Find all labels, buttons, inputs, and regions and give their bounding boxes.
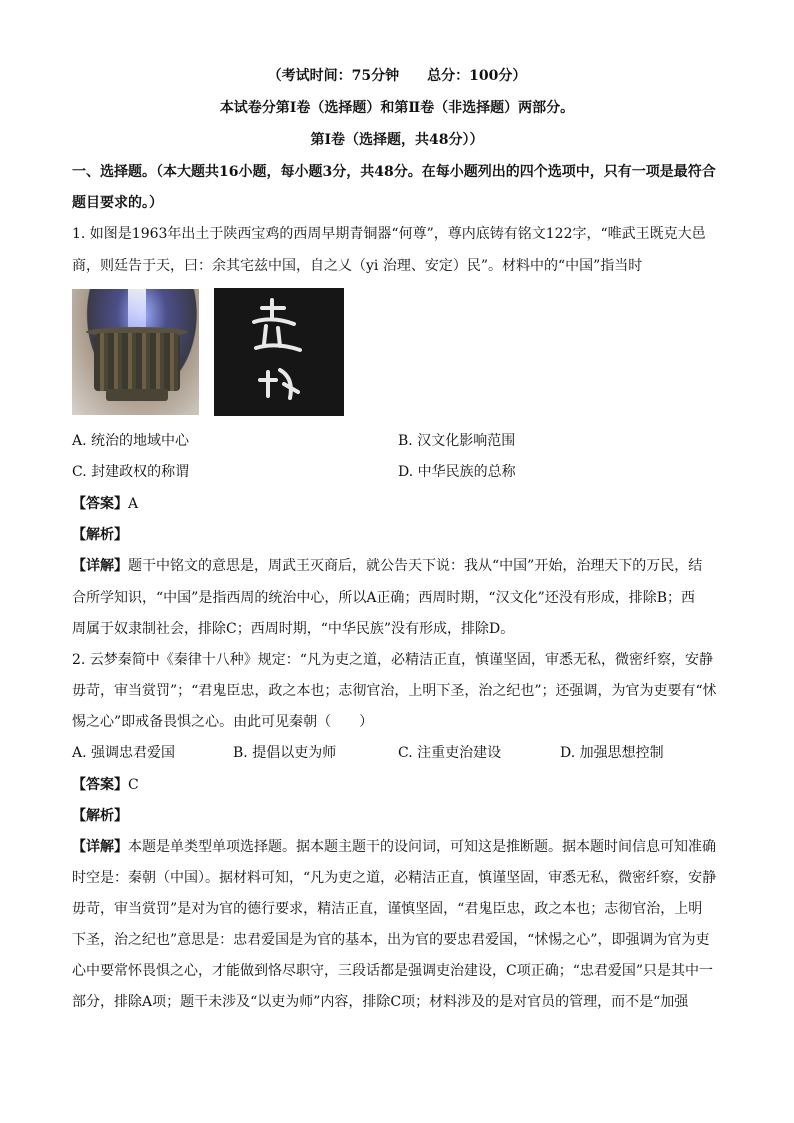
q2-answer-tag: 【答案】: [72, 777, 128, 793]
q1-option-b[interactable]: B. 汉文化影响范围: [398, 433, 516, 449]
part1-title: 第Ⅰ卷（选择题，共48分））: [310, 132, 484, 148]
q1-answer-tag: 【答案】: [72, 496, 128, 512]
q2-option-b[interactable]: B. 提倡以吏为师: [233, 745, 337, 761]
q1-analysis-label: 【解析】: [72, 527, 128, 543]
q2-detail-line5: 心中要常怀畏惧之心，才能做到恪尽职守，三段话都是强调吏治建设，C项正确；“忠君爱国”只是其中一: [72, 963, 714, 979]
q2-detail-line3: 毋苛，审当赏罚”是对为官的德行要求，精洁正直，谨慎坚固，“君鬼臣忠，政之本也；志彻官治，上明: [72, 901, 703, 917]
q1-answer-value: A: [128, 496, 139, 512]
section1-instruction-line2: 题目要求的。）: [72, 195, 163, 211]
q1-answer: [72, 494, 138, 514]
q1-detail-text1: 题干中铭文的意思是，周武王灭商后，就公告天下说：我从“中国”开始，治理天下的万民，结: [128, 558, 703, 574]
q2-detail-line6: 部分，排除A项；题干未涉及“以吏为师”内容，排除C项；材料涉及的是对官员的管理，而不是“加强: [72, 994, 689, 1010]
q2-detail-text1: 本题是单类型单项选择题。据本题主题干的设问词，可知这是推断题。据本题时间信息可知准确: [128, 839, 716, 855]
q2-analysis-tag: [72, 806, 128, 826]
q2-detail-line1: [72, 837, 716, 857]
q2-answer-value: C: [128, 777, 139, 793]
q1-option-d[interactable]: D. 中华民族的总称: [398, 464, 516, 480]
q1-stem-line2: 商，则廷告于天，曰：余其宅兹中国，自之乂（yi 治理、安定）民”。材料中的“中国”指当时: [72, 258, 643, 274]
q2-option-d[interactable]: D. 加强思想控制: [560, 745, 664, 761]
q2-option-a[interactable]: A. 强调忠君爱国: [72, 745, 176, 761]
q2-stem-line2: 毋苛，审当赏罚”；“君鬼臣忠，政之本也；志彻官治，上明下圣，治之纪也”；还强调，为官为吏要有“怵: [72, 683, 717, 699]
q2-analysis-label: 【解析】: [72, 808, 128, 824]
q2-stem-line3: 惕之心”即戒备畏惧之心。由此可见秦朝（ ）: [72, 714, 374, 730]
q2-answer: [72, 775, 139, 795]
q1-detail-line1: [72, 556, 702, 576]
exam-structure-line: 本试卷分第Ⅰ卷（选择题）和第Ⅱ卷（非选择题）两部分。: [219, 100, 575, 116]
section1-instruction-line1: 一、选择题。（本大题共16小题，每小题3分，共48分。在每小题列出的四个选项中，只有一项是最符合: [72, 164, 716, 180]
q1-analysis-tag: [72, 525, 128, 545]
inscription-photo: [214, 288, 344, 416]
q1-detail-line3: 周属于奴隶制社会，排除C；西周时期，“中华民族”没有形成，排除D。: [72, 621, 515, 637]
q1-option-c[interactable]: C. 封建政权的称谓: [72, 464, 190, 480]
q1-option-a[interactable]: A. 统治的地域中心: [72, 433, 190, 449]
q2-detail-line4: 下圣，治之纪也”意思是：忠君爱国是为官的基本，出为官的要忠君爱国，“怵惕之心”，即强调为官为吏: [72, 932, 710, 948]
q2-detail-tag: 【详解】: [72, 839, 128, 855]
q1-stem-line1: 1. 如图是1963年出土于陕西宝鸡的西周早期青铜器“何尊”，尊内底铸有铭文122字，“唯武王既克大邑: [72, 226, 706, 242]
q2-option-c[interactable]: C. 注重吏治建设: [398, 745, 502, 761]
q2-detail-line2: 时空是：秦朝（中国）。据材料可知，“凡为吏之道，必精洁正直，慎谨坚固，审悉无私，微密纤察，安静: [72, 870, 717, 886]
q1-detail-tag: 【详解】: [72, 558, 128, 574]
bronze-vessel-photo: [72, 289, 199, 415]
exam-time-line: （考试时间：75分钟 总分：100分）: [267, 68, 527, 84]
q2-stem-line1: 2. 云梦秦简中《秦律十八种》规定：“凡为吏之道，必精洁正直，慎谨坚固，审悉无私，微密纤察，安静: [72, 652, 713, 668]
q1-detail-line2: 合所学知识，“中国”是指西周的统治中心，所以A正确；西周时期，“汉文化”还没有形成，排除B；西: [72, 590, 696, 606]
